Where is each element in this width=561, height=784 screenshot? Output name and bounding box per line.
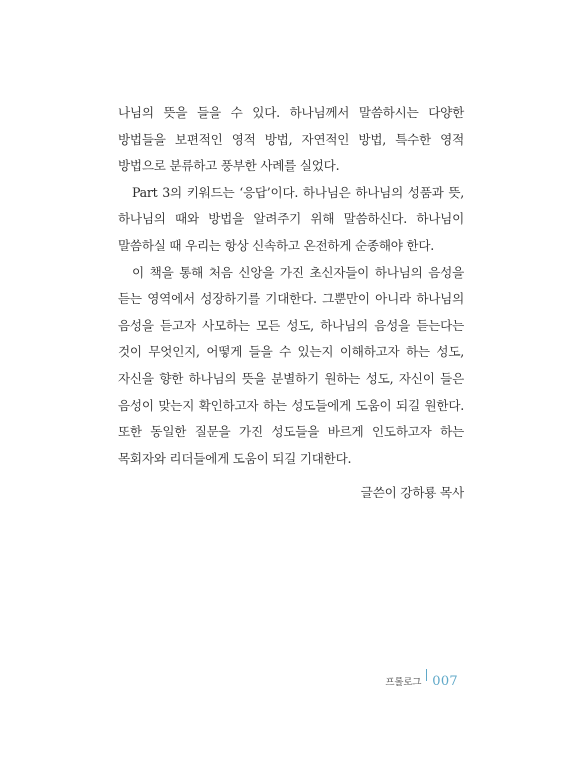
author-signature: 글쓴이 강하룡 목사 bbox=[360, 485, 464, 500]
section-label: 프롤로그 bbox=[385, 677, 422, 688]
footer-separator bbox=[426, 669, 427, 681]
page-footer bbox=[385, 669, 458, 689]
page-number: 007 bbox=[432, 674, 458, 689]
paragraph-part3: Part 3의 키워드는 ‘응답’이다. 하나님은 하나님의 성품과 뜻, 하나님의 때와 방법을 알려주기 위해 말씀하신다. 하나님이 말씀하실 때 우리는 항상 신속하고 온전하게 순종해야 한다. bbox=[118, 184, 464, 253]
body-text bbox=[118, 100, 464, 472]
paragraph-continuation: 나님의 뜻을 들을 수 있다. 하나님께서 말씀하시는 다양한 방법들을 보편적인 영적 방법, 자연적인 방법, 특수한 영적 방법으로 분류하고 풍부한 사례를 실었다. bbox=[118, 105, 464, 174]
paragraph-purpose: 이 책을 통해 처음 신앙을 가진 초신자들이 하나님의 음성을 듣는 영역에서 성장하기를 기대한다. 그뿐만이 아니라 하나님의 음성을 듣고자 사모하는 모든 성도, 하나님의 음성을 듣는다는 것이 무엇인지, 어떻게 들을 수 있는지 이해하고자 하는 성도, 자신을 향한 하나님의 뜻을 분별하기 원하는 성도, 자신이 들은 음성이 맞는지 확인하고자 하는 성도들에게 도움이 되길 원한다. 또한 동일한 질문을 가진 성도들을 바르게 인도하고자 하는 목회자와 리더들에게 도움이 되길 기대한다. bbox=[118, 264, 464, 466]
